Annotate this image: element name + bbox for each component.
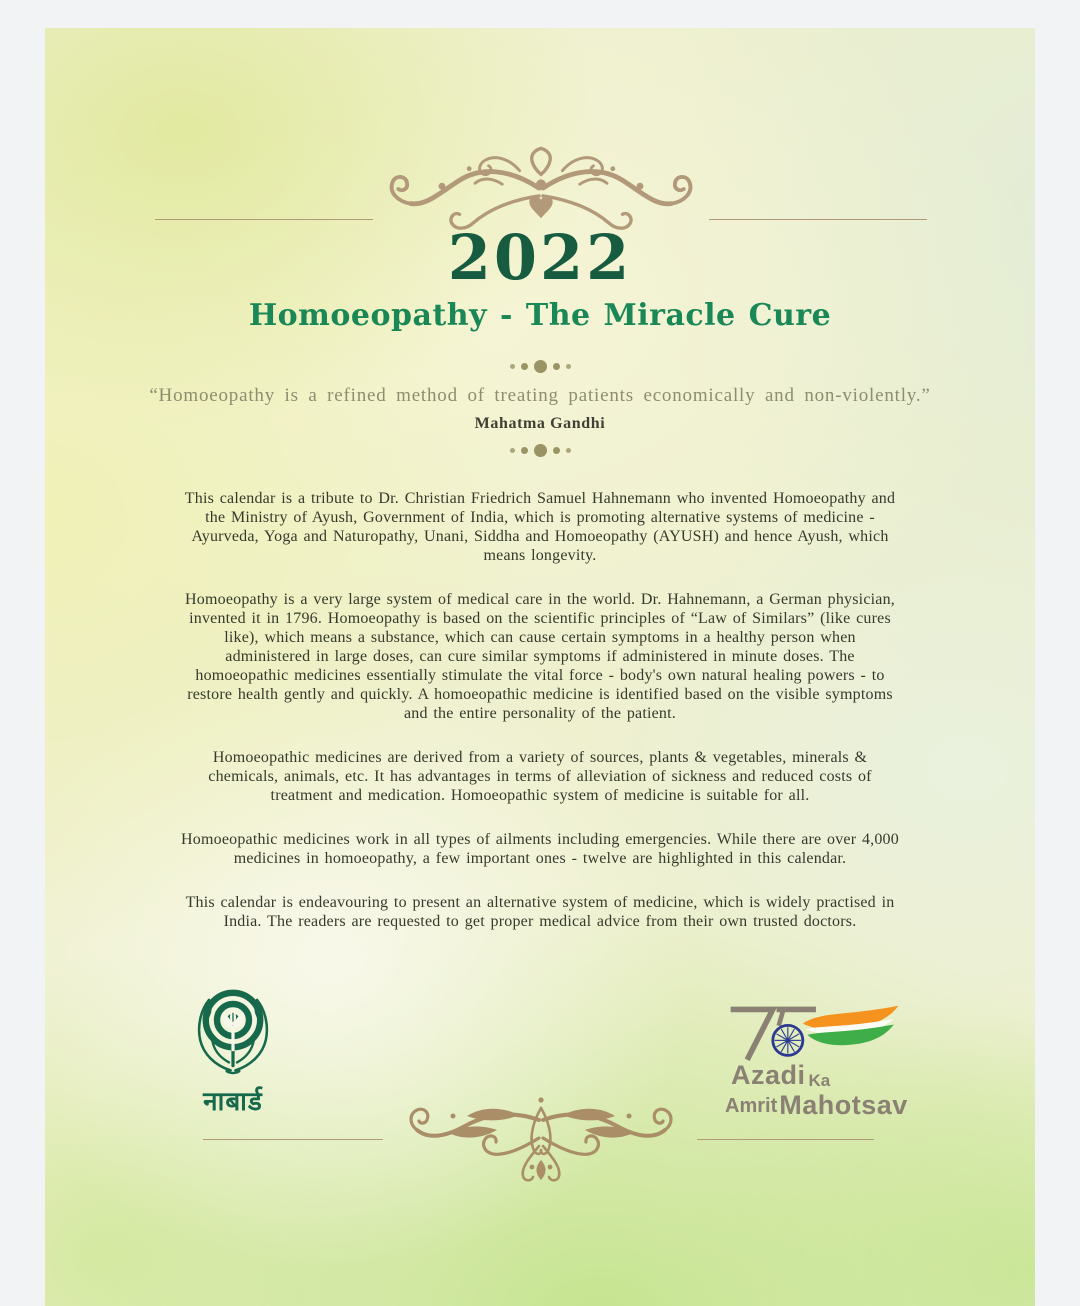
year-heading: 2022 [447,221,633,294]
paragraph-sources: Homoeopathic medicines are derived from a variety of sources, plants & vegetables, minerals & chemicals, animals, etc. It has advantages in terms of alleviation of sickness and reduced costs of treatment and medication. Homoeopathic system of medicine is suitable for all. [208,749,872,804]
azadi-word: Azadi [731,1060,806,1090]
ornament-line-left [203,1139,383,1140]
paragraph-ailments: Homoeopathic medicines work in all types of ailments including emergencies. While there are over 4,000 medicines in homoeopathy, a few important ones - twelve are highlighted in this calendar. [181,831,899,867]
ka-word: Ka [808,1071,831,1090]
watercolor-page [45,28,1035,1306]
paragraph-disclaimer: This calendar is endeavouring to present an alternative system of medicine, which is widely practised in India. The readers are requested to get proper medical advice from their own trusted doctors. [185,894,895,930]
body-paragraphs [180,489,900,956]
dot-divider-icon [45,444,1035,457]
nabard-name-text: नाबार्ड [203,1087,263,1117]
quote-author: Mahatma Gandhi [474,415,606,432]
paragraph-history: Homoeopathy is a very large system of medical care in the world. Dr. Hahnemann, a German physician, invented it in 1796. Homoeopathy is based on the scientific principles of “Law of Similars” (like cures like), which means a substance, which can cause certain symptoms in a healthy person when administered in large doses, can cure similar symptoms if administered in minute doses. The homoeopathic medicines essentially stimulate the vital force - body's own natural healing powers - to restore health gently and quickly. A homoeopathic medicine is identified based on the visible symptoms and the entire personality of the patient. [185,591,895,722]
nabard-logo [183,976,283,1118]
page-title: Homoeopathy - The Miracle Cure [248,298,832,333]
quote-text: “Homoeopathy is a refined method of treating patients economically and non-violently.” [149,385,931,406]
paragraph-tribute: This calendar is a tribute to Dr. Christian Friedrich Samuel Hahnemann who invented Homoeopathy and the Ministry of Ayush, Government of India, which is promoting alternative systems of medicine - Ayurveda, Yoga and Naturopathy, Unani, Siddha and Homoeopathy (AYUSH) and hence Ayush, which means longevity. [184,490,896,564]
mahotsav-word: Mahotsav [779,1090,908,1120]
azadi-line2 [725,1092,915,1123]
ornament-line-right [697,1139,874,1140]
nabard-emblem-icon [185,976,281,1080]
leaf-flourish-ornament-icon [401,1094,681,1182]
dot-divider-icon [45,360,1035,373]
ornament-line-right [709,219,927,220]
azadi-line1 [731,1060,915,1092]
seventy-five-chakra-flag-icon [725,1001,905,1061]
ornament-line-left [155,219,373,220]
azadi-ka-amrit-mahotsav-logo [725,1001,915,1123]
amrit-word: Amrit [725,1095,778,1117]
